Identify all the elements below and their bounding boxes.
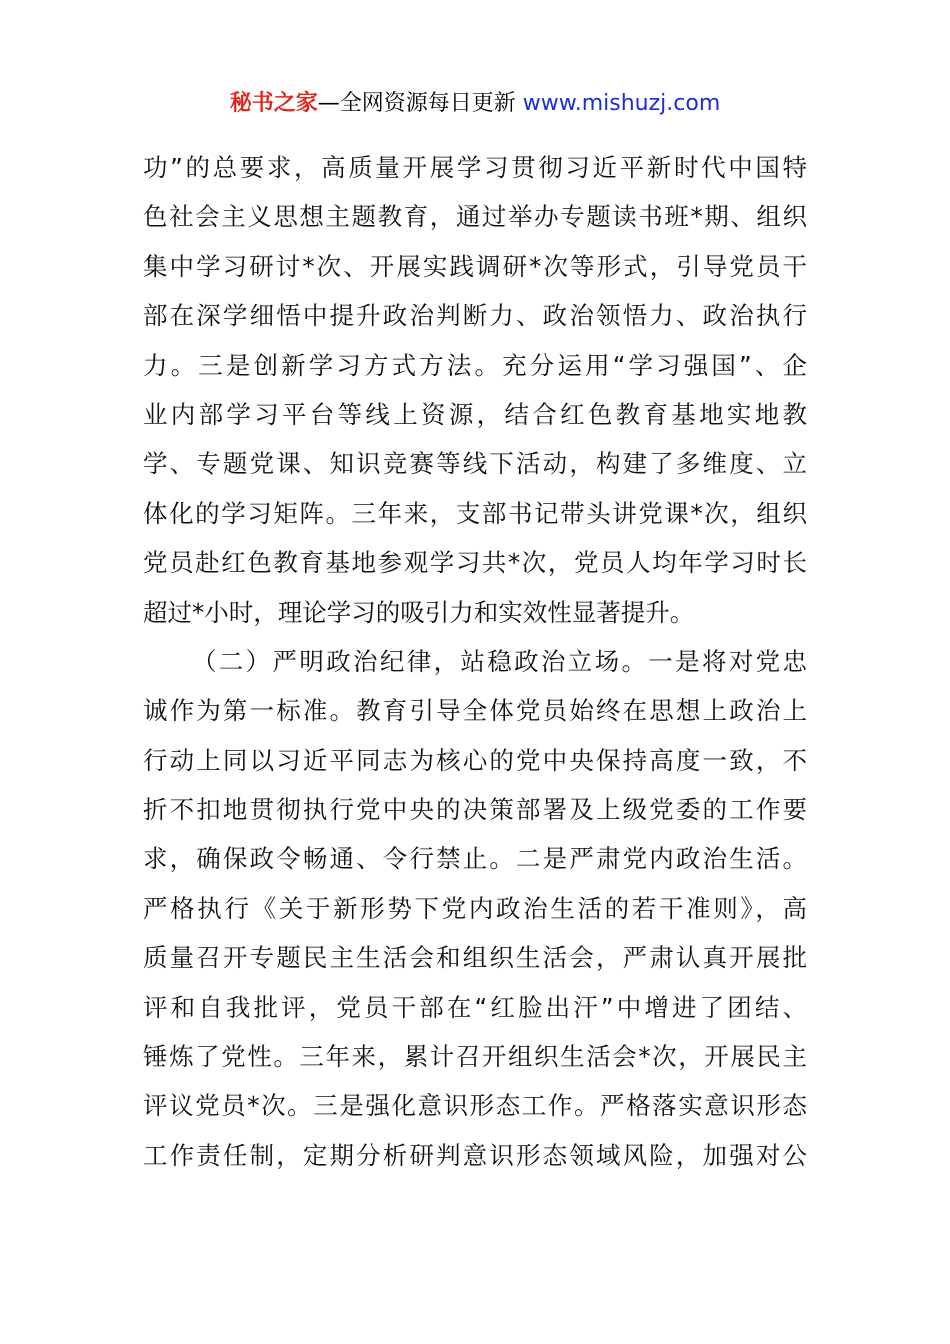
text-line: 党员赴红色教育基地参观学习共*次，党员人均年学习时长 <box>143 548 807 578</box>
text-line: 质量召开专题民主生活会和组织生活会，严肃认真开展批 <box>143 943 807 973</box>
text-line: 严格执行《关于新形势下党内政治生活的若干准则》，高 <box>143 893 807 923</box>
text-line: 工作责任制，定期分析研判意识形态领域风险，加强对公 <box>143 1140 807 1170</box>
text-line: 色社会主义思想主题教育，通过举办专题读书班*期、组织 <box>143 202 807 232</box>
text-line: 学、专题党课、知识竞赛等线下活动，构建了多维度、立 <box>143 449 807 479</box>
header-site-url[interactable]: www.mishuzj.com <box>522 91 721 116</box>
text-line: 体化的学习矩阵。三年来，支部书记带头讲党课*次，组织 <box>143 498 807 528</box>
section-heading-line: （二）严明政治纪律，站稳政治立场。一是将对党忠 <box>192 646 807 676</box>
text-line: 评和自我批评，党员干部在“红脸出汗”中增进了团结、 <box>143 992 807 1022</box>
header-tagline: —全网资源每日更新 <box>317 91 523 116</box>
text-line: 诚作为第一标准。教育引导全体党员始终在思想上政治上 <box>143 696 807 726</box>
text-line: 部在深学细悟中提升政治判断力、政治领悟力、政治执行 <box>143 301 807 331</box>
text-line: 功”的总要求，高质量开展学习贯彻习近平新时代中国特 <box>143 153 807 182</box>
text-line: 行动上同以习近平同志为核心的党中央保持高度一致，不 <box>143 745 807 775</box>
page-header <box>0 86 950 122</box>
document-body <box>143 143 807 1180</box>
text-line: 力。三是创新学习方式方法。充分运用“学习强国”、企 <box>143 350 807 380</box>
paragraph-end-line: 超过*小时，理论学习的吸引力和实效性显著提升。 <box>143 597 695 627</box>
text-line: 求，确保政令畅通、令行禁止。二是严肃党内政治生活。 <box>143 844 807 874</box>
text-line: 锤炼了党性。三年来，累计召开组织生活会*次，开展民主 <box>143 1042 807 1072</box>
text-line: 评议党员*次。三是强化意识形态工作。严格落实意识形态 <box>143 1091 807 1121</box>
text-line: 折不扣地贯彻执行党中央的决策部署及上级党委的工作要 <box>143 795 807 825</box>
text-line: 集中学习研讨*次、开展实践调研*次等形式，引导党员干 <box>143 251 807 281</box>
text-line: 业内部学习平台等线上资源，结合红色教育基地实地教 <box>143 399 807 429</box>
header-brand: 秘书之家 <box>229 91 318 116</box>
